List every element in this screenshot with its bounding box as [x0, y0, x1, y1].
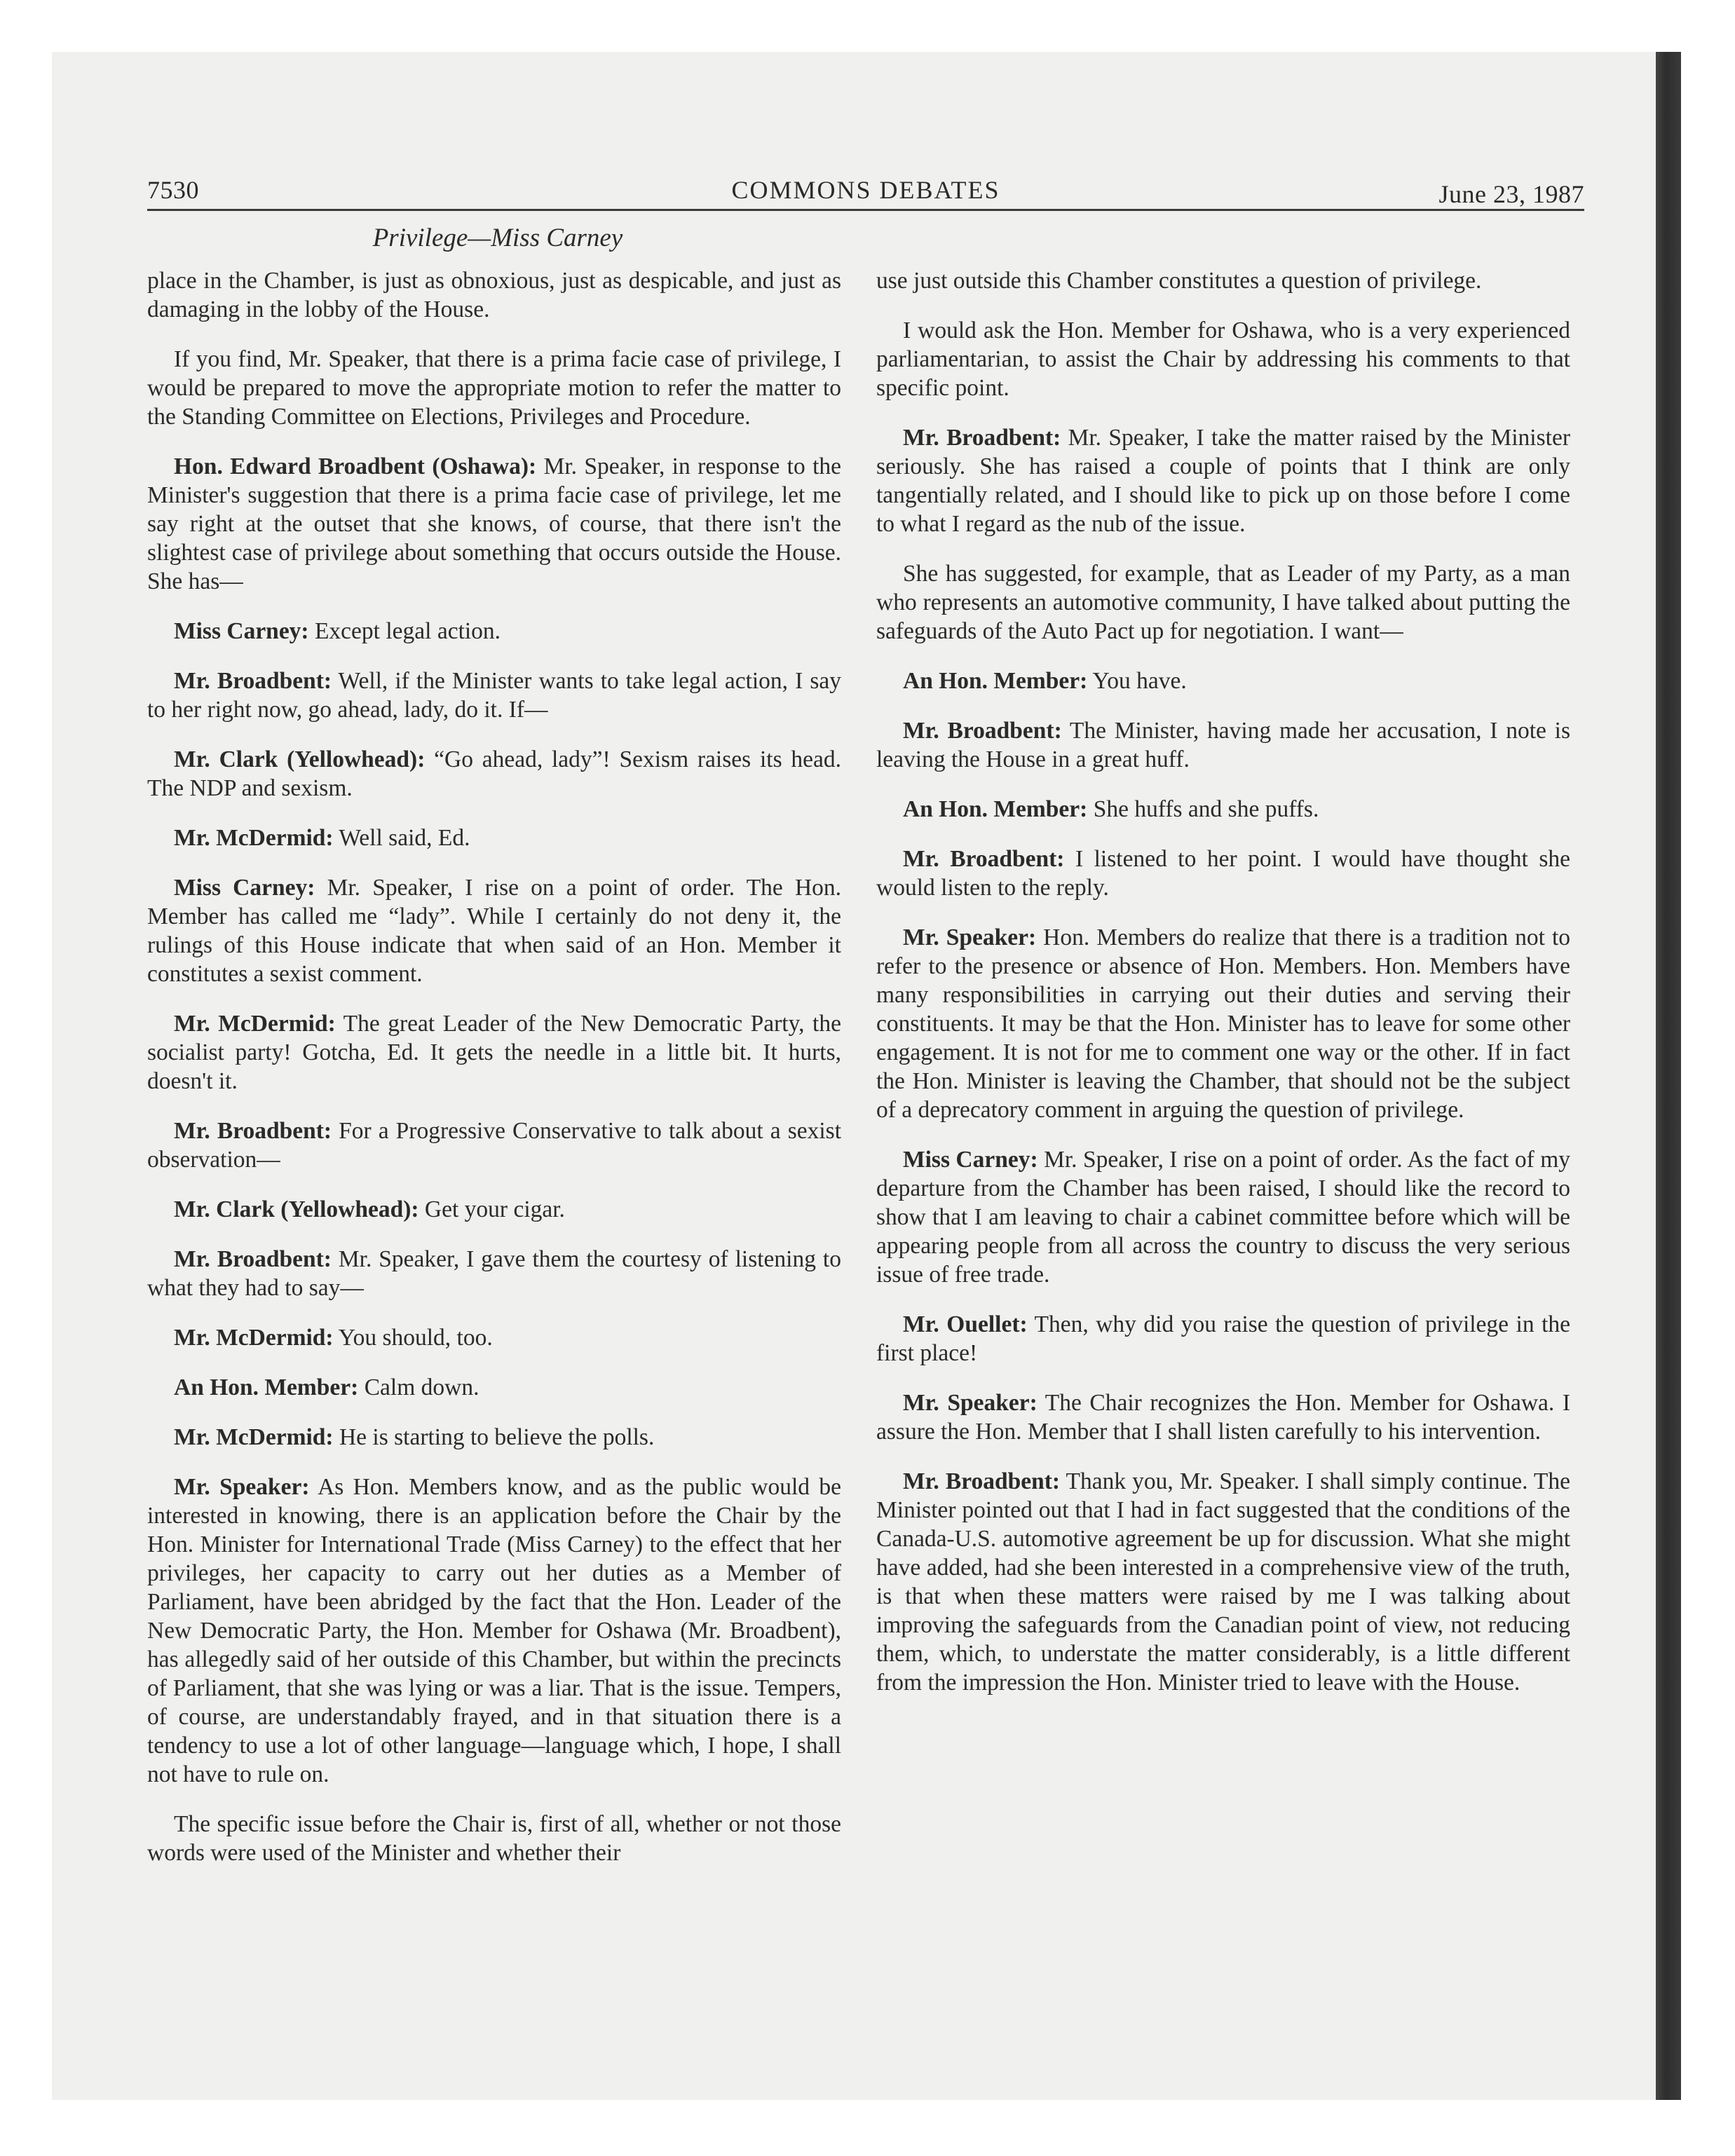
left-column	[147, 266, 841, 1888]
paragraph-text: I listened to her point. I would have thought she would listen to the reply.	[876, 846, 1570, 901]
paragraph-text: You have.	[1092, 668, 1187, 694]
paragraph	[147, 873, 841, 988]
paragraph-text: I would ask the Hon. Member for Oshawa, who is a very experienced parliamentarian, to assist the Chair by addressing his comments to that specific point.	[876, 318, 1570, 401]
speaker-name: An Hon. Member:	[174, 1374, 359, 1400]
speaker-name: Mr. Broadbent:	[903, 1468, 1061, 1494]
paragraph	[876, 266, 1570, 295]
speaker-name: An Hon. Member:	[903, 668, 1088, 694]
speaker-name: Mr. McDermid:	[174, 1325, 334, 1351]
paragraph	[876, 716, 1570, 774]
paragraph-text: Well said, Ed.	[339, 825, 470, 851]
paragraph	[147, 1423, 841, 1452]
paragraph-text: Mr. Speaker, in response to the Minister's suggestion that there is a prima facie case of privilege, let me say right at the outset that she knows, of course, that there isn't the slightest case of privilege about something that occurs outside the House. She has—	[147, 453, 842, 594]
paragraph-text: Mr. Speaker, I rise on a point of order. The Hon. Member has called me “lady”. While I certainly do not deny it, the rulings of this House indicate that when said of an Hon. Member it constitutes a sexist comment.	[147, 875, 842, 987]
paragraph-text: The great Leader of the New Democratic Party, the socialist party! Gotcha, Ed. It gets the needle in a little bit. It hurts, doesn't it.	[147, 1011, 841, 1094]
paragraph	[876, 923, 1570, 1124]
speaker-name: Mr. Speaker:	[903, 925, 1037, 950]
speaker-name: Mr. McDermid:	[174, 825, 334, 851]
speaker-name: Mr. Clark (Yellowhead):	[174, 1196, 419, 1222]
paragraph	[876, 667, 1570, 695]
speaker-name: Mr. Ouellet:	[903, 1311, 1028, 1337]
paragraph	[876, 1145, 1570, 1289]
speaker-name: An Hon. Member:	[903, 796, 1088, 822]
right-column	[876, 266, 1570, 1718]
speaker-name: Mr. McDermid:	[174, 1011, 336, 1037]
paragraph	[876, 316, 1570, 402]
speaker-name: Mr. Broadbent:	[903, 846, 1065, 872]
paragraph	[876, 1467, 1570, 1697]
paragraph-text: If you find, Mr. Speaker, that there is a prima facie case of privilege, I would be prepared to move the appropriate motion to refer the matter to the Standing Committee on Elections, Privileges and Procedure.	[147, 346, 841, 430]
paragraph	[147, 824, 841, 852]
publication-date: June 23, 1987	[1438, 180, 1584, 208]
paragraph-text: The Minister, having made her accusation, I note is leaving the House in a great huff.	[876, 718, 1570, 772]
speaker-name: Miss Carney:	[174, 875, 315, 901]
paragraph	[147, 1473, 841, 1789]
paragraph	[147, 1195, 841, 1224]
paragraph	[147, 266, 841, 324]
paragraph-text: She has suggested, for example, that as Leader of my Party, as a man who represents an automotive community, I have talked about putting the safeguards of the Auto Pact up for negotiation. I want—	[876, 561, 1570, 644]
paragraph-text: Mr. Speaker, I take the matter raised by the Minister seriously. She has raised a couple of points that I think are only tangentially related, and I should like to pick up on those before I come to what I regard as the nub of the issue.	[876, 425, 1570, 537]
paragraph-text: “Go ahead, lady”! Sexism raises its head. The NDP and sexism.	[147, 746, 842, 801]
paragraph-text: Calm down.	[364, 1374, 479, 1400]
speaker-name: Mr. Broadbent:	[174, 668, 332, 694]
paragraph-text: The Chair recognizes the Hon. Member for Oshawa. I assure the Hon. Member that I shall listen carefully to his intervention.	[876, 1390, 1570, 1445]
paragraph-text: Thank you, Mr. Speaker. I shall simply continue. The Minister pointed out that I had in fact suggested that the conditions of the Canada-U.S. automotive agreement be up for discussion. What she might have added, had she been interested in a comprehensive view of the truth, is that when these matters were raised by me I was talking about improving the safeguards from the Canadian point of view, not reducing them, which, to understate the matter considerably, is a little different from the impression the Hon. Minister tried to leave with the House.	[876, 1468, 1570, 1696]
paragraph	[147, 1373, 841, 1402]
paragraph	[147, 667, 841, 724]
paragraph-text: She huffs and she puffs.	[1093, 796, 1319, 822]
paragraph	[147, 345, 841, 431]
paragraph	[147, 452, 841, 596]
paragraph-text: Mr. Speaker, I gave them the courtesy of listening to what they had to say—	[147, 1246, 841, 1301]
speaker-name: Mr. Broadbent:	[174, 1246, 332, 1272]
paragraph	[876, 845, 1570, 902]
paragraph	[876, 1310, 1570, 1367]
paragraph	[876, 795, 1570, 824]
paragraph-text: Mr. Speaker, I rise on a point of order. As the fact of my departure from the Chamber has been raised, I should like the record to show that I am leaving to chair a cabinet committee before which will be appearing people from all across the country to discuss the very serious issue of free trade.	[876, 1147, 1570, 1288]
paragraph	[147, 617, 841, 646]
paragraph-text: The specific issue before the Chair is, first of all, whether or not those words were used of the Minister and whether their	[147, 1811, 841, 1866]
paragraph-text: Then, why did you raise the question of privilege in the first place!	[876, 1311, 1570, 1366]
paragraph	[147, 1117, 841, 1174]
speaker-name: Mr. Broadbent:	[903, 425, 1061, 451]
paragraph	[147, 1009, 841, 1096]
paragraph	[876, 559, 1570, 646]
paragraph-text: Except legal action.	[314, 618, 501, 644]
paragraph-text: He is starting to believe the polls.	[339, 1424, 655, 1450]
paragraph	[147, 745, 841, 803]
paragraph	[876, 1389, 1570, 1446]
paragraph-text: place in the Chamber, is just as obnoxious, just as despicable, and just as damaging in the lobby of the House.	[147, 268, 841, 322]
section-subhead: Privilege—Miss Carney	[372, 224, 623, 252]
speaker-name: Mr. Clark (Yellowhead):	[174, 746, 426, 772]
paragraph	[876, 423, 1570, 538]
speaker-name: Hon. Edward Broadbent (Oshawa):	[174, 453, 537, 479]
speaker-name: Mr. Speaker:	[903, 1390, 1037, 1416]
running-header	[147, 172, 1584, 211]
speaker-name: Miss Carney:	[903, 1147, 1038, 1173]
speaker-name: Mr. Broadbent:	[174, 1118, 332, 1144]
paragraph-text: You should, too.	[338, 1325, 493, 1351]
paragraph-text: For a Progressive Conservative to talk about a sexist observation—	[147, 1118, 842, 1173]
publication-title: COMMONS DEBATES	[731, 176, 1000, 204]
paragraph	[147, 1245, 841, 1302]
paragraph	[147, 1810, 841, 1867]
page-number: 7530	[147, 176, 199, 204]
speaker-name: Mr. McDermid:	[174, 1424, 334, 1450]
paragraph-text: Get your cigar.	[424, 1196, 565, 1222]
paragraph	[147, 1323, 841, 1352]
speaker-name: Mr. Speaker:	[174, 1474, 310, 1500]
paragraph-text: As Hon. Members know, and as the public would be interested in knowing, there is an application before the Chair by the Hon. Minister for International Trade (Miss Carney) to the effect that her privileges, her capacity to carry out her duties as a Member of Parliament, have been abridged by the fact that the Hon. Leader of the New Democratic Party, the Hon. Member for Oshawa (Mr. Broadbent), has allegedly said of her outside of this Chamber, but within the precincts of Parliament, that she was lying or was a liar. That is the issue. Tempers, of course, are understandably frayed, and in that situation there is a tendency to use a lot of other language—language which, I hope, I shall not have to rule on.	[147, 1474, 841, 1787]
paragraph-text: use just outside this Chamber constitutes a question of privilege.	[876, 268, 1482, 294]
speaker-name: Miss Carney:	[174, 618, 309, 644]
paragraph-text: Well, if the Minister wants to take legal action, I say to her right now, go ahead, lady, do it. If—	[147, 668, 841, 723]
speaker-name: Mr. Broadbent:	[903, 718, 1062, 744]
paragraph-text: Hon. Members do realize that there is a tradition not to refer to the presence or absence of Hon. Members. Hon. Members have many responsibilities in carrying out their duties and serving their constituents. It may be that the Hon. Minister has to leave for some other engagement. It is not for me to comment one way or the other. If in fact the Hon. Minister is leaving the Chamber, that should not be the subject of a deprecatory comment in arguing the question of privilege.	[876, 925, 1571, 1123]
page-edge-shadow	[1656, 52, 1681, 2100]
